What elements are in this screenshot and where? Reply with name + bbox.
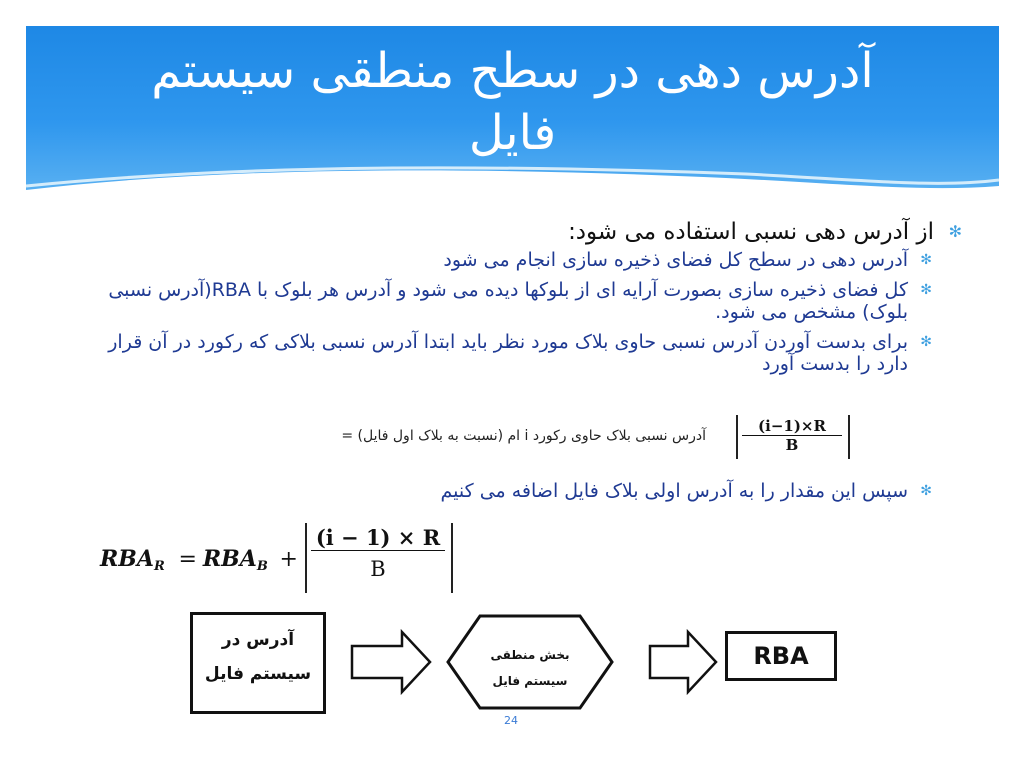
banner-wave (26, 162, 999, 202)
rhs-subscript: B (256, 559, 268, 574)
list-item (74, 331, 932, 375)
title-line-2: فایل (468, 105, 557, 161)
lhs-subscript: R (153, 559, 165, 574)
flow-diagram (180, 604, 860, 722)
rhs-symbol: RBA (202, 546, 257, 572)
intro-text: از آدرس دهی نسبی استفاده می شود: (568, 219, 934, 245)
arrow-icon (650, 632, 716, 692)
list-item (74, 480, 932, 502)
arrow-icon (352, 632, 430, 692)
bullet-icon: ✻ (920, 252, 932, 268)
relative-address-formula (176, 413, 856, 463)
formula-fraction (742, 417, 842, 454)
intro-item (74, 215, 962, 249)
formula-fraction (311, 525, 445, 581)
logical-part-label (450, 642, 610, 694)
box-label-line-1: آدرس در (221, 630, 295, 650)
slide-body (74, 215, 962, 375)
title-line-1: آدرس دهی در سطح منطقی سیستم (151, 43, 874, 99)
title-banner (26, 26, 999, 202)
bullet-icon: ✻ (920, 282, 932, 298)
slide-title (26, 40, 999, 164)
hex-label-line-1: بخش منطقی (490, 648, 570, 662)
bullet-icon: ✻ (920, 334, 932, 350)
formula-equals: = (178, 547, 197, 572)
list-item (74, 279, 932, 323)
fraction-denominator: B (785, 436, 799, 454)
bullet-text: آدرس دهی در سطح کل فضای ذخیره سازی انجام می شود (443, 249, 908, 271)
fraction-numerator: (i − 1) × R (311, 525, 445, 551)
bullet-icon: ✻ (948, 222, 962, 241)
bullet-icon: ✻ (920, 483, 932, 499)
hex-label-line-2: سیستم فایل (492, 674, 568, 688)
rba-box: RBA (725, 631, 837, 681)
bullet-text: کل فضای ذخیره سازی بصورت آرایه ای از بلوکها دیده می شود و آدرس هر بلوک با RBA(آدرس نسبی بلوک) مشخص می شود. (108, 279, 908, 323)
last-bullet-block (74, 480, 934, 502)
fraction-denominator: B (370, 557, 386, 581)
formula-equals: = (341, 428, 354, 444)
box-label-line-2: سیستم فایل (204, 664, 312, 684)
bullet-text: سپس این مقدار را به آدرس اولی بلاک فایل اضافه می کنیم (440, 480, 908, 502)
fraction-numerator: (i−1)×R (742, 417, 842, 436)
bullet-text: برای بدست آوردن آدرس نسبی حاوی بلاک مورد نظر باید ابتدا آدرس نسبی بلاکی که رکورد در آن قرار دارد را بدست آورد (108, 331, 908, 375)
lhs-symbol: RBA (100, 546, 154, 572)
formula-lhs (100, 546, 302, 574)
rba-formula (100, 523, 460, 595)
formula-plus: + (279, 547, 298, 572)
list-item (74, 249, 932, 271)
page-number: 24 (504, 714, 518, 727)
formula-description-text: آدرس نسبی بلاک حاوی رکورد i ام (نسبت به بلاک اول فایل) (357, 428, 706, 444)
formula-description (341, 428, 706, 444)
sub-list (74, 480, 932, 502)
sub-list (74, 249, 932, 375)
